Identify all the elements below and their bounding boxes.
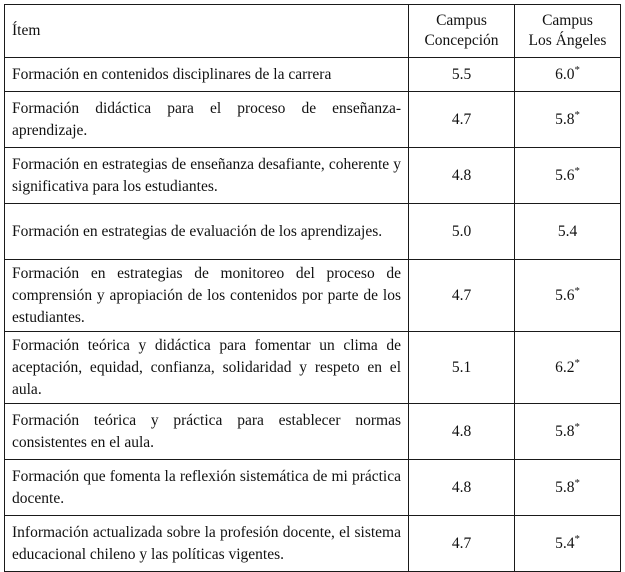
table-row bbox=[5, 404, 621, 460]
header-campus-concepcion-line2: Concepción bbox=[424, 32, 499, 49]
row-concepcion-value: 5.5 bbox=[409, 58, 515, 92]
row-item: Formación en estrategias de monitoreo del proceso de comprensión y apropiación de los contenidos por parte de los estudiantes. bbox=[5, 260, 409, 332]
row-los-angeles-value: 5.8 bbox=[555, 478, 575, 496]
row-concepcion-value: 4.7 bbox=[409, 92, 515, 148]
row-los-angeles-value: 6.2 bbox=[555, 358, 575, 376]
row-item: Formación en contenidos disciplinares de la carrera bbox=[5, 58, 409, 92]
row-item: Formación teórica y didáctica para fomentar un clima de aceptación, equidad, confianza, solidaridad y respeto en el aula. bbox=[5, 332, 409, 404]
table-row bbox=[5, 516, 621, 572]
row-los-angeles-cell bbox=[515, 204, 621, 260]
header-campus-concepcion bbox=[409, 5, 515, 58]
row-item: Formación en estrategias de enseñanza desafiante, coherente y significativa para los estudiantes. bbox=[5, 148, 409, 204]
row-los-angeles-value: 5.6 bbox=[555, 286, 575, 304]
row-los-angeles-cell bbox=[515, 92, 621, 148]
table-row bbox=[5, 58, 621, 92]
row-concepcion-value: 5.0 bbox=[409, 204, 515, 260]
row-los-angeles-value: 5.6 bbox=[555, 166, 575, 184]
significance-mark: * bbox=[574, 64, 580, 77]
row-los-angeles-cell bbox=[515, 404, 621, 460]
row-concepcion-value: 4.7 bbox=[409, 260, 515, 332]
significance-mark: * bbox=[574, 477, 580, 490]
row-los-angeles-cell bbox=[515, 58, 621, 92]
significance-mark: * bbox=[574, 421, 580, 434]
row-concepcion-value: 4.7 bbox=[409, 516, 515, 572]
row-concepcion-value: 4.8 bbox=[409, 148, 515, 204]
row-los-angeles-value: 5.8 bbox=[555, 422, 575, 440]
row-los-angeles-value: 6.0 bbox=[555, 65, 575, 83]
header-campus-los-angeles bbox=[515, 5, 621, 58]
significance-mark: * bbox=[574, 285, 580, 298]
row-los-angeles-cell bbox=[515, 260, 621, 332]
row-los-angeles-cell bbox=[515, 332, 621, 404]
significance-mark: * bbox=[574, 109, 580, 122]
significance-mark: * bbox=[574, 357, 580, 370]
header-item: Ítem bbox=[5, 5, 409, 58]
row-item: Formación teórica y práctica para establecer normas consistentes en el aula. bbox=[5, 404, 409, 460]
table-row bbox=[5, 332, 621, 404]
table-row bbox=[5, 148, 621, 204]
header-campus-concepcion-line1: Campus bbox=[436, 12, 487, 29]
row-los-angeles-cell bbox=[515, 460, 621, 516]
table-row bbox=[5, 460, 621, 516]
row-los-angeles-value: 5.8 bbox=[555, 110, 575, 128]
header-campus-los-angeles-line1: Campus bbox=[542, 12, 593, 29]
row-item: Información actualizada sobre la profesión docente, el sistema educacional chileno y las políticas vigentes. bbox=[5, 516, 409, 572]
significance-mark: * bbox=[574, 165, 580, 178]
significance-mark: * bbox=[574, 533, 580, 546]
row-item: Formación en estrategias de evaluación de los aprendizajes. bbox=[5, 204, 409, 260]
table-row bbox=[5, 92, 621, 148]
header-campus-los-angeles-line2: Los Ángeles bbox=[528, 32, 607, 49]
table-row bbox=[5, 204, 621, 260]
row-los-angeles-cell bbox=[515, 148, 621, 204]
row-concepcion-value: 4.8 bbox=[409, 460, 515, 516]
header-row bbox=[5, 5, 621, 58]
row-los-angeles-value: 5.4 bbox=[555, 534, 575, 552]
results-table bbox=[4, 4, 621, 572]
row-los-angeles-cell bbox=[515, 516, 621, 572]
row-concepcion-value: 5.1 bbox=[409, 332, 515, 404]
row-los-angeles-value: 5.4 bbox=[557, 222, 578, 240]
row-item: Formación didáctica para el proceso de enseñanza-aprendizaje. bbox=[5, 92, 409, 148]
row-concepcion-value: 4.8 bbox=[409, 404, 515, 460]
row-item: Formación que fomenta la reflexión sistemática de mi práctica docente. bbox=[5, 460, 409, 516]
table-row bbox=[5, 260, 621, 332]
